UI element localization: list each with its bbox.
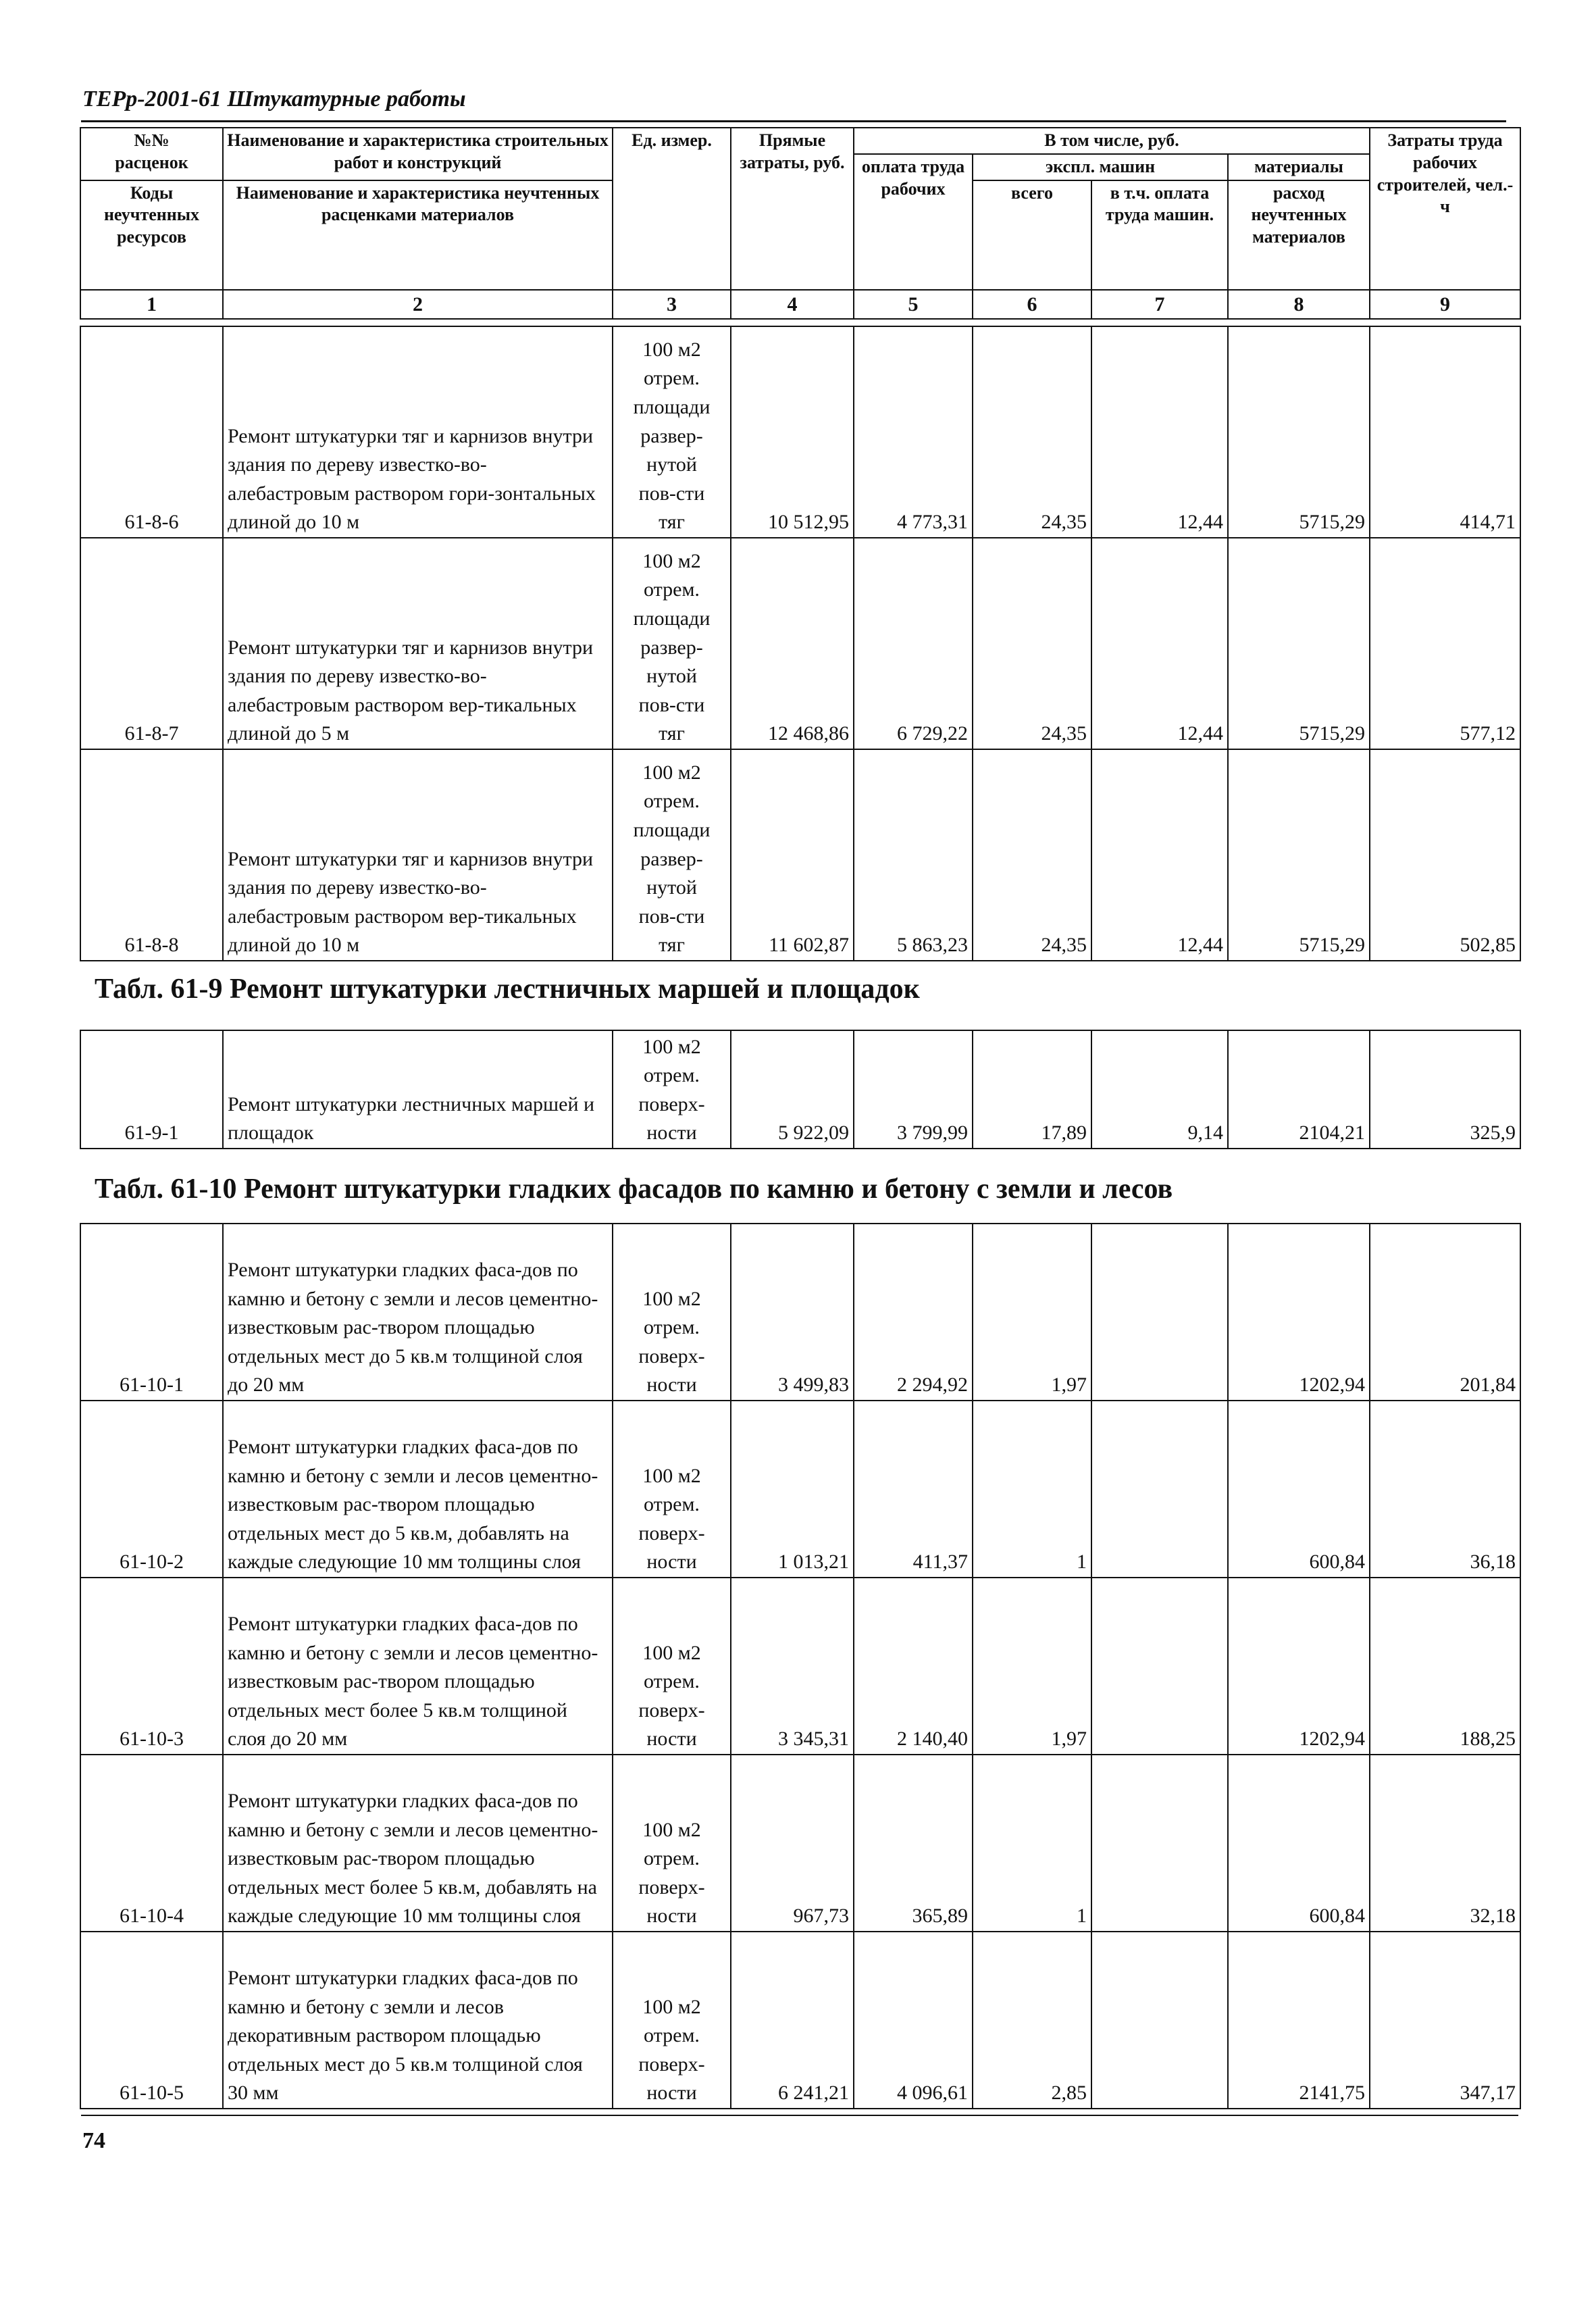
rate-code: 61-10-1 [80, 1224, 223, 1401]
rate-description: Ремонт штукатурки гладких фаса-дов по камню и бетону с земли и лесов цементно-известковым рас-твором площадью отдельных мест более 5 кв.м толщиной слоя до 20 мм [223, 1578, 613, 1755]
column-number: 6 [973, 290, 1091, 320]
section-title-61-10: Табл. 61-10 Ремонт штукатурки гладких фасадов по камню и бетону с земли и лесов [95, 1174, 1173, 1205]
materials-value: 600,84 [1228, 1401, 1370, 1578]
header-machines: экспл. машин [973, 154, 1228, 180]
header-unit: Ед. измер. [613, 128, 731, 290]
header-rate-number: №№ расценок [80, 128, 223, 180]
machine-operators-pay-value: 12,44 [1091, 749, 1228, 961]
labor-pay-value: 4 773,31 [854, 326, 973, 538]
column-number: 9 [1370, 290, 1520, 320]
column-number: 1 [80, 290, 223, 320]
rate-description: Ремонт штукатурки гладких фаса-дов по камню и бетону с земли и лесов цементно-известковым рас-твором площадью отдельных мест до 5 кв.м, добавлять на каждые следующие 10 мм толщины слоя [223, 1401, 613, 1578]
page-number: 74 [82, 2128, 105, 2153]
materials-value: 1202,94 [1228, 1224, 1370, 1401]
table-row [80, 326, 1520, 538]
labor-pay-value: 3 799,99 [854, 1030, 973, 1149]
labor-pay-value: 5 863,23 [854, 749, 973, 961]
materials-value: 5715,29 [1228, 326, 1370, 538]
unit-of-measure: 100 м2 отрем. площади развер- нутой пов-сти тяг [613, 538, 731, 749]
machines-total-value: 1 [973, 1755, 1091, 1932]
machine-operators-pay-value [1091, 1224, 1228, 1401]
direct-costs-value: 10 512,95 [731, 326, 854, 538]
header-resource-codes: Коды неучтенных ресурсов [80, 180, 223, 290]
column-number: 3 [613, 290, 731, 320]
table-row [80, 1030, 1520, 1149]
machine-operators-pay-value [1091, 1578, 1228, 1755]
direct-costs-value: 1 013,21 [731, 1401, 854, 1578]
labor-hours-value: 347,17 [1370, 1932, 1520, 2109]
header-rule [81, 120, 1506, 122]
direct-costs-value: 967,73 [731, 1755, 854, 1932]
labor-hours-value: 32,18 [1370, 1755, 1520, 1932]
column-number: 5 [854, 290, 973, 320]
machines-total-value: 24,35 [973, 749, 1091, 961]
rate-description: Ремонт штукатурки гладких фаса-дов по камню и бетону с земли и лесов декоративным раствором площадью отдельных мест до 5 кв.м толщиной слоя 30 мм [223, 1932, 613, 2109]
column-header-table [80, 127, 1521, 320]
materials-value: 2104,21 [1228, 1030, 1370, 1149]
table-row [80, 538, 1520, 749]
materials-value: 2141,75 [1228, 1932, 1370, 2109]
header-direct-costs: Прямые затраты, руб. [731, 128, 854, 290]
labor-hours-value: 36,18 [1370, 1401, 1520, 1578]
header-machines-total: всего [973, 180, 1091, 290]
labor-pay-value: 6 729,22 [854, 538, 973, 749]
rate-code: 61-10-5 [80, 1932, 223, 2109]
unit-of-measure: 100 м2 отрем. поверх- ности [613, 1755, 731, 1932]
machines-total-value: 1,97 [973, 1224, 1091, 1401]
rate-code: 61-8-6 [80, 326, 223, 538]
header-work-name: Наименование и характеристика строительных работ и конструкций [223, 128, 613, 180]
rate-code: 61-8-8 [80, 749, 223, 961]
header-material-name: Наименование и характеристика неучтенных расценками материалов [223, 180, 613, 290]
rate-code: 61-10-4 [80, 1755, 223, 1932]
labor-pay-value: 2 294,92 [854, 1224, 973, 1401]
labor-hours-value: 188,25 [1370, 1578, 1520, 1755]
machines-total-value: 24,35 [973, 326, 1091, 538]
labor-hours-value: 414,71 [1370, 326, 1520, 538]
page-header-title: ТЕРр-2001-61 Штукатурные работы [82, 86, 466, 111]
rate-code: 61-10-2 [80, 1401, 223, 1578]
rates-table-61-10 [80, 1223, 1521, 2109]
table-row [80, 1578, 1520, 1755]
labor-hours-value: 201,84 [1370, 1224, 1520, 1401]
header-materials: материалы [1228, 154, 1370, 180]
table-row [80, 1401, 1520, 1578]
machine-operators-pay-value: 12,44 [1091, 326, 1228, 538]
labor-pay-value: 2 140,40 [854, 1578, 973, 1755]
table-row [80, 1932, 1520, 2109]
machines-total-value: 1,97 [973, 1578, 1091, 1755]
header-including-group: В том числе, руб. [854, 128, 1370, 154]
rates-table-61-8 [80, 326, 1521, 961]
machines-total-value: 17,89 [973, 1030, 1091, 1149]
rate-code: 61-8-7 [80, 538, 223, 749]
materials-value: 1202,94 [1228, 1578, 1370, 1755]
column-number: 4 [731, 290, 854, 320]
header-machine-operators-pay: в т.ч. оплата труда машин. [1091, 180, 1228, 290]
rate-description: Ремонт штукатурки тяг и карнизов внутри здания по дереву известко-во-алебастровым раствором вер-тикальных длиной до 5 м [223, 538, 613, 749]
labor-hours-value: 577,12 [1370, 538, 1520, 749]
table-row [80, 1755, 1520, 1932]
rate-code: 61-9-1 [80, 1030, 223, 1149]
machines-total-value: 24,35 [973, 538, 1091, 749]
column-number: 8 [1228, 290, 1370, 320]
direct-costs-value: 12 468,86 [731, 538, 854, 749]
unit-of-measure: 100 м2 отрем. поверх- ности [613, 1932, 731, 2109]
materials-value: 600,84 [1228, 1755, 1370, 1932]
header-labor-hours: Затраты труда рабочих строителей, чел.-ч [1370, 128, 1520, 290]
rate-description: Ремонт штукатурки гладких фаса-дов по камню и бетону с земли и лесов цементно-известковым рас-твором площадью отдельных мест до 5 кв.м толщиной слоя до 20 мм [223, 1224, 613, 1401]
direct-costs-value: 11 602,87 [731, 749, 854, 961]
machines-total-value: 1 [973, 1401, 1091, 1578]
machine-operators-pay-value [1091, 1755, 1228, 1932]
labor-hours-value: 502,85 [1370, 749, 1520, 961]
rate-description: Ремонт штукатурки тяг и карнизов внутри здания по дереву известко-во-алебастровым раствором вер-тикальных длиной до 10 м [223, 749, 613, 961]
labor-pay-value: 365,89 [854, 1755, 973, 1932]
header-unaccounted-materials: расход неучтенных материалов [1228, 180, 1370, 290]
rate-code: 61-10-3 [80, 1578, 223, 1755]
labor-pay-value: 4 096,61 [854, 1932, 973, 2109]
machine-operators-pay-value [1091, 1932, 1228, 2109]
unit-of-measure: 100 м2 отрем. площади развер- нутой пов-сти тяг [613, 749, 731, 961]
table-row [80, 1224, 1520, 1401]
header-labor-pay: оплата труда рабочих [854, 154, 973, 290]
materials-value: 5715,29 [1228, 538, 1370, 749]
machine-operators-pay-value: 12,44 [1091, 538, 1228, 749]
machine-operators-pay-value [1091, 1401, 1228, 1578]
unit-of-measure: 100 м2 отрем. поверх- ности [613, 1578, 731, 1755]
unit-of-measure: 100 м2 отрем. поверх- ности [613, 1401, 731, 1578]
machines-total-value: 2,85 [973, 1932, 1091, 2109]
labor-pay-value: 411,37 [854, 1401, 973, 1578]
column-number: 2 [223, 290, 613, 320]
unit-of-measure: 100 м2 отрем. площади развер- нутой пов-сти тяг [613, 326, 731, 538]
rate-description: Ремонт штукатурки гладких фаса-дов по камню и бетону с земли и лесов цементно-известковым рас-твором площадью отдельных мест более 5 кв.м, добавлять на каждые следующие 10 мм толщины слоя [223, 1755, 613, 1932]
labor-hours-value: 325,9 [1370, 1030, 1520, 1149]
footer-rule [81, 2115, 1518, 2116]
section-title-61-9: Табл. 61-9 Ремонт штукатурки лестничных маршей и площадок [95, 974, 920, 1005]
rates-table-61-9 [80, 1030, 1521, 1149]
direct-costs-value: 3 345,31 [731, 1578, 854, 1755]
column-number: 7 [1091, 290, 1228, 320]
direct-costs-value: 5 922,09 [731, 1030, 854, 1149]
unit-of-measure: 100 м2 отрем. поверх- ности [613, 1224, 731, 1401]
direct-costs-value: 3 499,83 [731, 1224, 854, 1401]
unit-of-measure: 100 м2 отрем. поверх- ности [613, 1030, 731, 1149]
rate-description: Ремонт штукатурки тяг и карнизов внутри здания по дереву известко-во-алебастровым раствором гори-зонтальных длиной до 10 м [223, 326, 613, 538]
table-row [80, 749, 1520, 961]
machine-operators-pay-value: 9,14 [1091, 1030, 1228, 1149]
materials-value: 5715,29 [1228, 749, 1370, 961]
rate-description: Ремонт штукатурки лестничных маршей и площадок [223, 1030, 613, 1149]
direct-costs-value: 6 241,21 [731, 1932, 854, 2109]
